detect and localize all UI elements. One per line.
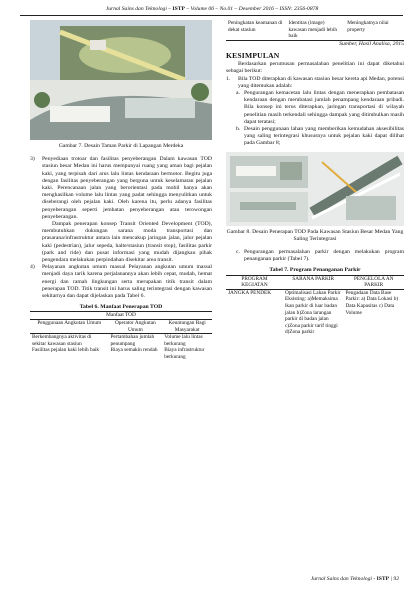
sub-item-c xyxy=(226,249,404,263)
table-6-group-header: Manfaat TOD xyxy=(106,312,136,319)
figure-7-image xyxy=(30,20,212,140)
header-rule xyxy=(20,15,403,16)
table-row xyxy=(30,334,212,348)
table-cell: Identitas (image) kawasan menjadi lebih baik xyxy=(288,20,338,40)
right-column xyxy=(226,20,404,336)
sub-a-letter: a. xyxy=(236,90,240,96)
list-item-3 xyxy=(30,156,212,264)
item-1-number: 1. xyxy=(226,75,231,82)
list-item-4 xyxy=(30,264,212,300)
table-cell: Optimalisasi Lahan Parkir Eksisting: a)Memaksima lkan parkir di luar badan jalan b)Zona larangan parkir di badan jalan c)Zona parkir tarif tinggi d)Zona parkir xyxy=(284,289,341,336)
section-heading: KESIMPULAN xyxy=(226,50,280,60)
header-volume: – Volume 06 – No.01 – Desember 2016 – ISSN: 2356-0878 xyxy=(184,6,319,12)
table-cell: Pengadaan Data Base Parkir: a) Data Lokasi b) Data Kapasitas c) Data Volume xyxy=(345,289,399,316)
table-7-title: Tabel 7. Program Penanganan Parkir xyxy=(269,267,361,274)
table-6-continued xyxy=(226,20,404,41)
table-row xyxy=(226,20,404,40)
table-7-header: SARANA PARKIR xyxy=(292,275,335,282)
table-cell: Biaya semakin rendah xyxy=(110,347,158,354)
station-design-render xyxy=(226,152,404,226)
sub-c-letter: c. xyxy=(236,249,240,256)
item-3-paragraph-2: Dampak penerapan konsep Transit Oriented Development (TOD), membutuhkan dukungan sarana moda transportasi dan prasarana/infrastruktur antara lain mencakup jaringan jalan, jalur pejalan kaki (pedestrian), jalur sepeda, halte/stasiun (transit stop), fasilitas parkir (park and ride) dan pusat informasi yang mudah dijangkau pihak pengendara melakukan perpindahan disekitar area transit. xyxy=(42,221,212,264)
table-6 xyxy=(30,311,212,360)
table-cell: JANGKA PENDEK xyxy=(228,289,272,296)
footer-journal: Jurnal Sains dan Teknologi - xyxy=(310,576,377,582)
table-7 xyxy=(226,275,404,336)
table-row xyxy=(226,289,404,336)
sub-item-b xyxy=(226,126,404,148)
figure-8-image xyxy=(226,152,404,226)
page-number: | 92 xyxy=(389,576,399,582)
sub-a-text: Pengurangan kemacetan lalu lintas dengan menerapkan pembatasan kendaraan dengan membatasi jumlah penampang kendaraan pribadi. Bila konsep ini terus diterapkan, jaringan transportasi di wilayah penelitian masih terkendali sehingga dampak yang ditimbulkan masih dapat teratasi; xyxy=(244,90,404,125)
sub-item-a xyxy=(226,90,404,126)
footer-logo: ISTP xyxy=(376,576,390,582)
table-7-header: PROGRAM KEGIATAN xyxy=(241,275,268,289)
table-6-header: Penggunaan Angkutan Umum xyxy=(37,320,102,327)
conclusion-intro: Berdasarkan perumusan permasalahan penelitian ini dapat diketahui sebagai berikut: xyxy=(226,61,404,75)
item-4-paragraph: Pelayanan angkutan umum massal Pelayanan angkutan umum massal menjadi daya tarik karena perjalanannya akan lebih cepat, mudah, hemat energi dan ramah lingkungan serta merupakan titik transit dalam penerapan TOD. Titik transit ini harus saling terintegrasi dengan kawasan sekitarnya dan dapat dijelaskan pada Tabel 6. xyxy=(42,264,212,300)
table-cell: Berkembangnya aktivitas di sekitar kawasan stasiun xyxy=(32,334,92,347)
table-6-header: Operator Angkutan Umum xyxy=(114,320,156,333)
item-3-number: 3) xyxy=(30,156,35,163)
table-cell: Biaya infrastruktur berkurang xyxy=(164,347,205,361)
table-source: Sumber, Hasil Analisa, 2015 xyxy=(339,40,404,47)
running-header xyxy=(22,6,402,12)
left-column xyxy=(30,20,212,361)
page-footer xyxy=(311,576,399,582)
item-3-paragraph: Penyediaan trotoar dan fasilitas penyeberangan Dalam kawasan TOD stasiun besar Medan ini harus mempunyai ruang yang aman bagi pejalan kaki, yang terpisah dari arus lalu lintas kendaraan bermotor. Begitu juga dengan fasilitas penyeberangan yang berguna untuk keselamatan pejalan kaki. Perencanaan jalan yang berorientasi pada mobil hanya akan menghasilkan volume lalu lintas yang padat sehingga menyulitkan untuk diseberangi oleh pejalan kaki. Oleh karena itu, perlu adanya fasilitas penyeberangan seperti jembatan penyeberangan atau terowongan penyeberangan. xyxy=(42,156,212,220)
sub-b-text: Desain penggunaan lahan yang memberikan kemudahan aksesibilitas yang saling terintegrasi khususnya untuk pejalan kaki dapat dilihat pada Gambar 8; xyxy=(244,126,404,147)
table-7-header: PENGELOLA AN PARKIR xyxy=(353,275,394,289)
table-cell: Peningkatan keamanan di dekat stasiun xyxy=(228,20,283,33)
table-cell: Volume lalu lintas berkurang xyxy=(164,334,203,347)
table-row xyxy=(30,347,212,360)
table-cell: Pertambahan jumlah penumpang xyxy=(110,334,155,347)
table-6-title: Tabel 6. Manfaat Penerapan TOD xyxy=(79,304,163,311)
item-1-text: Bila TOD diterapkan di kawasan stasiun besar kereta api Medan, potensi yang ditemukan adalah: xyxy=(238,75,404,89)
journal-logo: ISTP xyxy=(172,6,185,12)
item-4-number: 4) xyxy=(30,264,35,271)
figure-8-caption: Gambar 8. Desain Penerapan TOD Pada Kawasan Stasiun Besar Medan Yang Saling Terintegrasi xyxy=(226,228,404,242)
park-render xyxy=(30,20,212,140)
table-cell: Meningkatnya nilai property xyxy=(347,20,389,33)
table-cell: Fasilitas pejalan kaki lebih baik xyxy=(32,347,100,354)
conclusion-item-1 xyxy=(226,76,404,90)
figure-7-caption: Gambar 7. Desain Taman Parkir di Lapangan Merdeka xyxy=(58,143,184,149)
sub-b-letter: b. xyxy=(236,126,241,133)
sub-c-text: Pengurangan permasalahan parkir dengan melakukan program penanganan parkir (Tabel 7). xyxy=(244,249,404,263)
header-journal: Jurnal Sains dan Teknologi – xyxy=(105,6,173,12)
table-6-header: Keuntungan Bagi Masyarakat xyxy=(168,320,206,333)
